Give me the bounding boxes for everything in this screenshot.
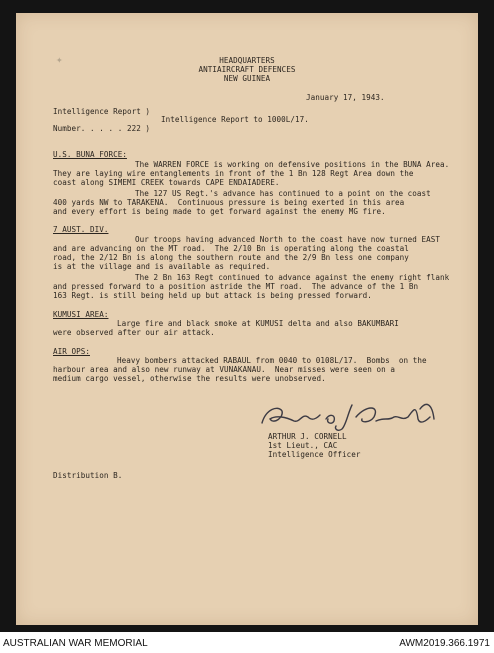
section-line: road, the 2/12 Bn is along the southern route and the 2/9 Bn less one company — [53, 253, 409, 262]
section-heading: 7 AUST. DIV. — [53, 225, 109, 234]
section-line: They are laying wire entanglements in front of the 1 Bn 128 Regt Area down the — [53, 169, 414, 178]
section-heading: AIR OPS: — [53, 347, 90, 356]
document-page — [16, 13, 478, 625]
handwritten-signature — [256, 399, 446, 435]
section-line: 400 yards NW to TARAKENA. Continuous pressure is being exerted in this area — [53, 198, 405, 207]
report-reference: Intelligence Report to 1000L/17. — [161, 115, 309, 124]
distribution: Distribution B. — [53, 471, 123, 480]
section-heading: KUMUSI AREA: — [53, 310, 109, 319]
section-line: Large fire and black smoke at KUMUSI delta and also BAKUMBARI — [117, 319, 399, 328]
section-line: and pressed forward to a position astride the MT road. The advance of the 1 Bn — [53, 282, 419, 291]
section-line: coast along SIMEMI CREEK towards CAPE ENDAIADERE. — [53, 178, 280, 187]
section-line: The WARREN FORCE is working on defensive positions in the BUNA Area. — [135, 160, 450, 169]
signatory-name: ARTHUR J. CORNELL — [268, 432, 347, 441]
section-line: is at the village and is available as required. — [53, 262, 271, 271]
report-number: Number. . . . . 222 ) — [53, 124, 151, 133]
section-line: harbour area and also new runway at VUNAKANAU. Near misses were seen on a — [53, 365, 396, 374]
header-line-1: HEADQUARTERS — [219, 56, 275, 65]
section-line: 163 Regt. is still being held up but attack is being pressed forward. — [53, 291, 372, 300]
section-line: were observed after our air attack. — [53, 328, 215, 337]
section-line: The 127 US Regt.'s advance has continued to a point on the coast — [135, 189, 431, 198]
accession-number: AWM2019.366.1971 — [399, 638, 490, 649]
header-line-2: ANTIAIRCRAFT DEFENCES — [198, 65, 296, 74]
institution-label: AUSTRALIAN WAR MEMORIAL — [3, 638, 148, 649]
stamp-mark: ✦ — [56, 53, 63, 66]
signatory-title: Intelligence Officer — [268, 450, 361, 459]
footer-bar — [0, 632, 494, 653]
signatory-rank: 1st Lieut., CAC — [268, 441, 338, 450]
document-date: January 17, 1943. — [306, 93, 385, 102]
header-line-3: NEW GUINEA — [223, 74, 271, 83]
section-heading: U.S. BUNA FORCE: — [53, 150, 127, 159]
report-number-label: Intelligence Report ) — [53, 107, 151, 116]
section-line: and every effort is being made to get forward against the enemy MG fire. — [53, 207, 386, 216]
section-line: Heavy bombers attacked RABAUL from 0040 to 0108L/17. Bombs on the — [117, 356, 427, 365]
section-line: The 2 Bn 163 Regt continued to advance against the enemy right flank — [135, 273, 450, 282]
section-line: medium cargo vessel, otherwise the results were unobserved. — [53, 374, 326, 383]
section-line: Our troops having advanced North to the coast have now turned EAST — [135, 235, 441, 244]
section-line: and are advancing on the MT road. The 2/10 Bn is operating along the coastal — [53, 244, 409, 253]
